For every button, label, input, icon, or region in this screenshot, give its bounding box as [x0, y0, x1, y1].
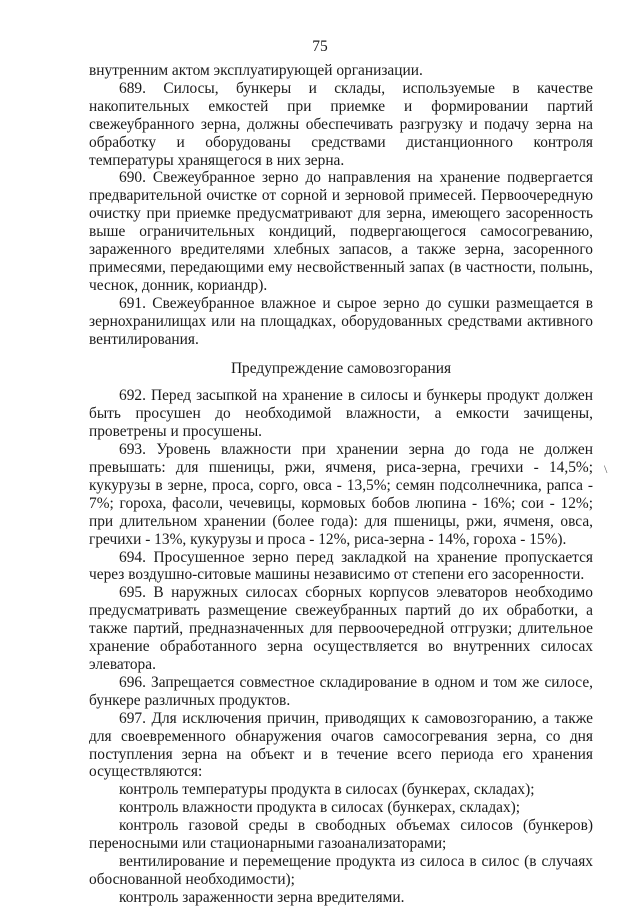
paragraph-694: 694. Просушенное зерно перед закладкой на хранение пропускается через воздушно-ситовые машины независимо от степени его засоренности.: [89, 548, 593, 584]
measure-item: контроль влажности продукта в силосах (бункерах, складах);: [119, 799, 521, 817]
page-number: 75: [312, 38, 328, 55]
paragraph-695: 695. В наружных силосах сборных корпусов элеваторов необходимо предусматривать размещение свежеубранных партий до их обработки, а также партий, предназначенных для первоочередной отгрузки; длительное хранение обработанного зерна осуществляется во внутренних силосах элеватора.: [89, 584, 593, 673]
measure-item: вентилирование и перемещение продукта из силоса в силос (в случаях обоснованной необходимости);: [89, 852, 593, 888]
section-heading: Предупреждение самовозгорания: [230, 359, 452, 377]
paragraph-693: 693. Уровень влажности при хранении зерна до года не должен превышать: для пшеницы, ржи, ячменя, риса-зерна, гречихи - 14,5%; кукурузы в зерне, проса, сорго, овса - 13,5%; семян подсолнечника, рапса - 7%; гороха, фасоли, чечевицы, кормовых бобов люпина - 16%; сои - 12%; при длительном хранении (более года): для пшеницы, ржи, ячменя, овса, гречихи - 13%, кукурузы и проса - 12%, риса-зерна - 14%, гороха - 15%).: [89, 441, 593, 548]
paragraph-691: 691. Свежеубранное влажное и сырое зерно до сушки размещается в зернохранилищах или на площадках, оборудованных средствами активного вентилирования.: [89, 294, 593, 348]
paragraph-697: 697. Для исключения причин, приводящих к самовозгоранию, а также для своевременного обнаружения очагов самосогревания зерна, со дня поступления зерна на объект и в течение всего периода его хранения осуществляются:: [89, 709, 593, 781]
measure-item: контроль зараженности зерна вредителями.: [119, 888, 405, 906]
paragraph-696: 696. Запрещается совместное складирование в одном и том же силосе, бункере различных продуктов.: [89, 673, 593, 709]
measure-item: контроль газовой среды в свободных объемах силосов (бункеров) переносными или стационарными газоанализаторами;: [89, 817, 593, 853]
page-body: [89, 62, 593, 907]
paragraph-692: 692. Перед засыпкой на хранение в силосы и бункеры продукт должен быть просушен до необходимой влажности, а емкости зачищены, проветрены и просушены.: [89, 387, 593, 441]
paragraph-689: 689. Силосы, бункеры и склады, используемые в качестве накопительных емкостей при приемке и формировании партий свежеубранного зерна, должны обеспечивать разгрузку и подачу зерна на обработку и оборудованы средствами дистанционного контроля температуры хранящегося в них зерна.: [89, 79, 593, 169]
paragraph-690: 690. Свежеубранное зерно до направления на хранение подвергается предварительной очистке от сорной и зерновой примесей. Первоочередную очистку при приемке предусматривают для зерна, имеющего засоренность выше ограничительных кондиций, подвергающегося самосогреванию, зараженного вредителями хлебных запасов, а также зерна, засоренного примесями, передающими ему несвойственный запах (в частности, полынь, чеснок, донник, кориандр).: [89, 169, 593, 294]
margin-mark: \: [604, 462, 608, 476]
measure-item: контроль температуры продукта в силосах (бункерах, складах);: [119, 781, 535, 799]
paragraph-continuation: внутренним актом эксплуатирующей организации.: [89, 62, 423, 79]
